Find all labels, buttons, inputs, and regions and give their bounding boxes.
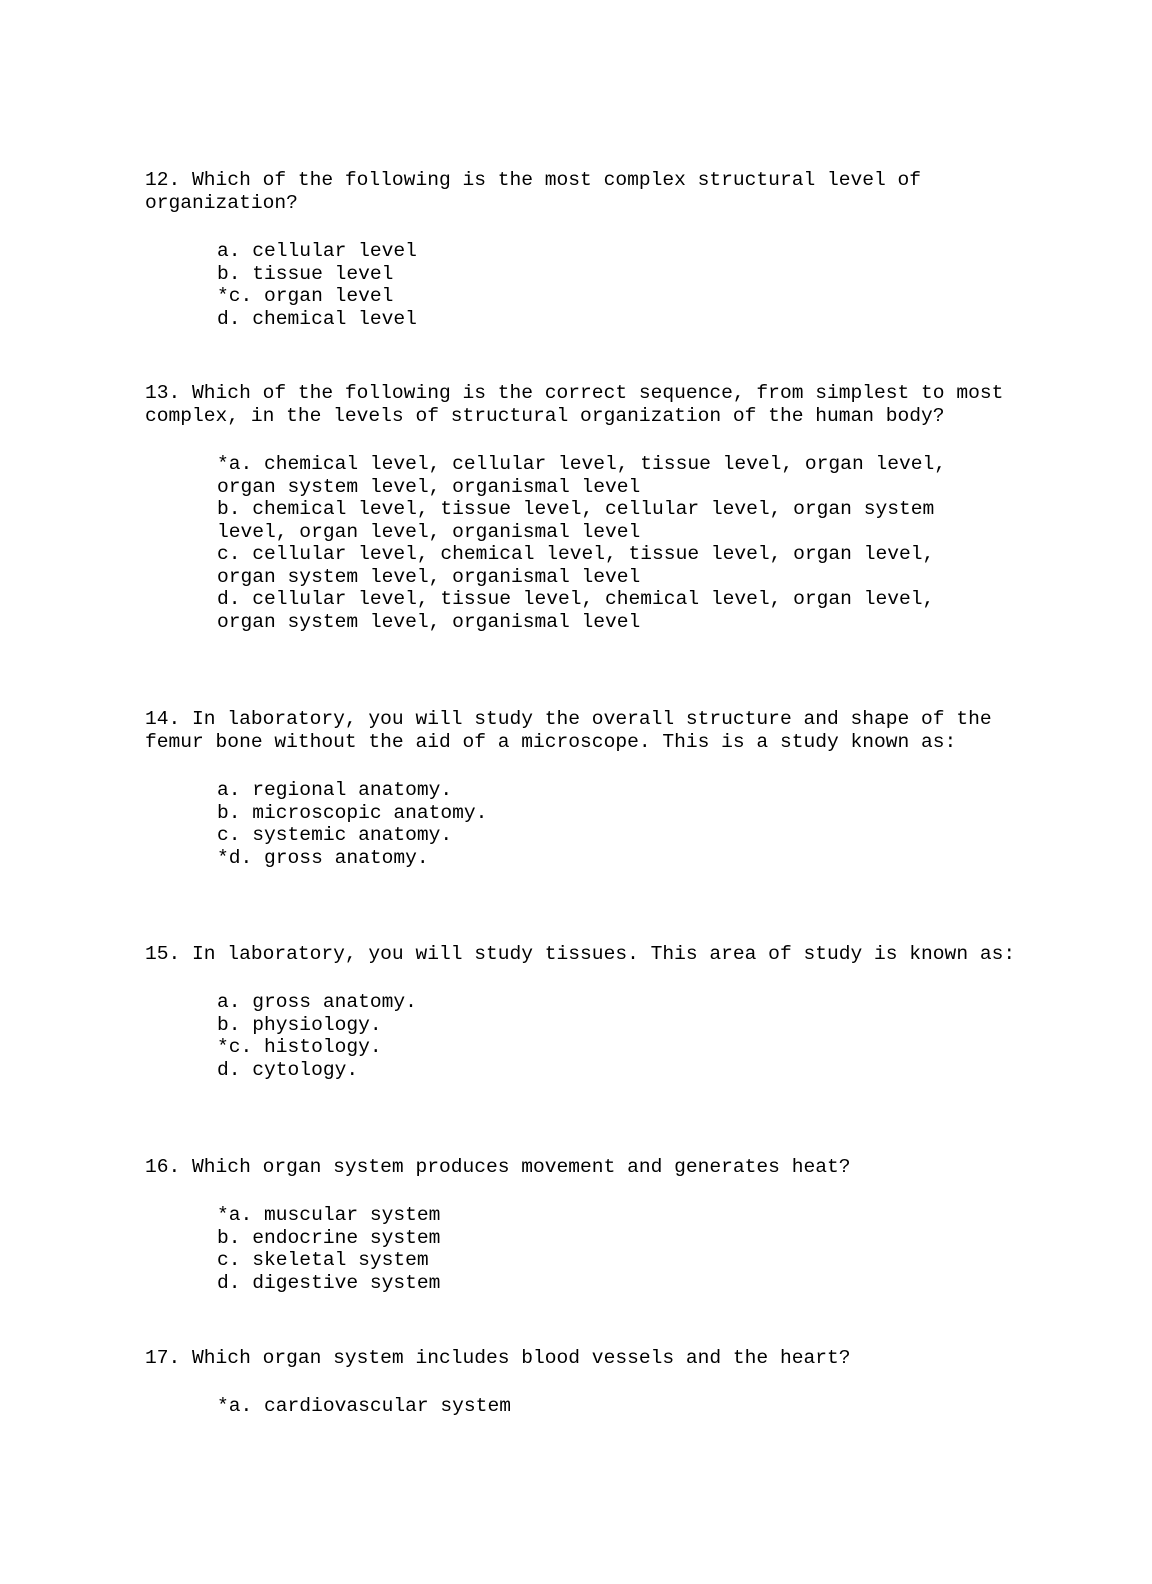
question-stem: 15. In laboratory, you will study tissues. This area of study is known as: bbox=[145, 943, 1016, 965]
answer-choice: d. cellular level, tissue level, chemical level, organ level, organ system level, organismal level bbox=[217, 588, 947, 633]
answer-choice: *a. chemical level, cellular level, tissue level, organ level, organ system level, organismal level bbox=[217, 453, 958, 498]
answer-choices bbox=[217, 991, 1025, 1081]
answer-choice: *a. cardiovascular system bbox=[217, 1395, 511, 1417]
answer-choice: c. cellular level, chemical level, tissue level, organ level, organ system level, organismal level bbox=[217, 543, 947, 588]
answer-choice: d. cytology. bbox=[217, 1058, 359, 1081]
answer-choices bbox=[217, 453, 1025, 633]
question-stem: 14. In laboratory, you will study the overall structure and shape of the femur bone without the aid of a microscope. This is a study known as: bbox=[145, 708, 1004, 753]
question-15 bbox=[145, 943, 1025, 1081]
question-17 bbox=[145, 1347, 1025, 1418]
question-stem: 12. Which of the following is the most complex structural level of organization? bbox=[145, 169, 933, 214]
answer-choices bbox=[217, 779, 1025, 869]
answer-choices bbox=[217, 1395, 1025, 1418]
answer-choice: b. physiology. bbox=[217, 1013, 382, 1036]
answer-choice: *c. histology. bbox=[217, 1036, 382, 1058]
answer-choice: a. gross anatomy. bbox=[217, 991, 417, 1013]
question-stem: 16. Which organ system produces movement and generates heat? bbox=[145, 1156, 851, 1178]
answer-choice: b. chemical level, tissue level, cellular level, organ system level, organ level, organismal level bbox=[217, 498, 947, 543]
answer-choice: d. digestive system bbox=[217, 1271, 441, 1294]
question-16 bbox=[145, 1156, 1025, 1294]
question-13 bbox=[145, 382, 1025, 633]
answer-choice: *d. gross anatomy. bbox=[217, 846, 429, 869]
answer-choice: c. systemic anatomy. bbox=[217, 824, 453, 846]
answer-choice: b. endocrine system bbox=[217, 1226, 441, 1249]
answer-choice: *a. muscular system bbox=[217, 1204, 441, 1226]
question-stem: 13. Which of the following is the correct sequence, from simplest to most complex, in the levels of structural organization of the human body? bbox=[145, 382, 1016, 427]
answer-choice: d. chemical level bbox=[217, 307, 417, 330]
answer-choices bbox=[217, 1204, 1025, 1294]
answer-choice: a. cellular level bbox=[217, 240, 417, 262]
question-stem: 17. Which organ system includes blood vessels and the heart? bbox=[145, 1347, 851, 1369]
question-14 bbox=[145, 708, 1025, 869]
answer-choice: c. skeletal system bbox=[217, 1249, 429, 1271]
answer-choices bbox=[217, 240, 1025, 330]
answer-choice: a. regional anatomy. bbox=[217, 779, 453, 801]
answer-choice: b. microscopic anatomy. bbox=[217, 801, 488, 824]
answer-choice: *c. organ level bbox=[217, 285, 394, 307]
question-12 bbox=[145, 169, 1025, 330]
answer-choice: b. tissue level bbox=[217, 262, 394, 285]
